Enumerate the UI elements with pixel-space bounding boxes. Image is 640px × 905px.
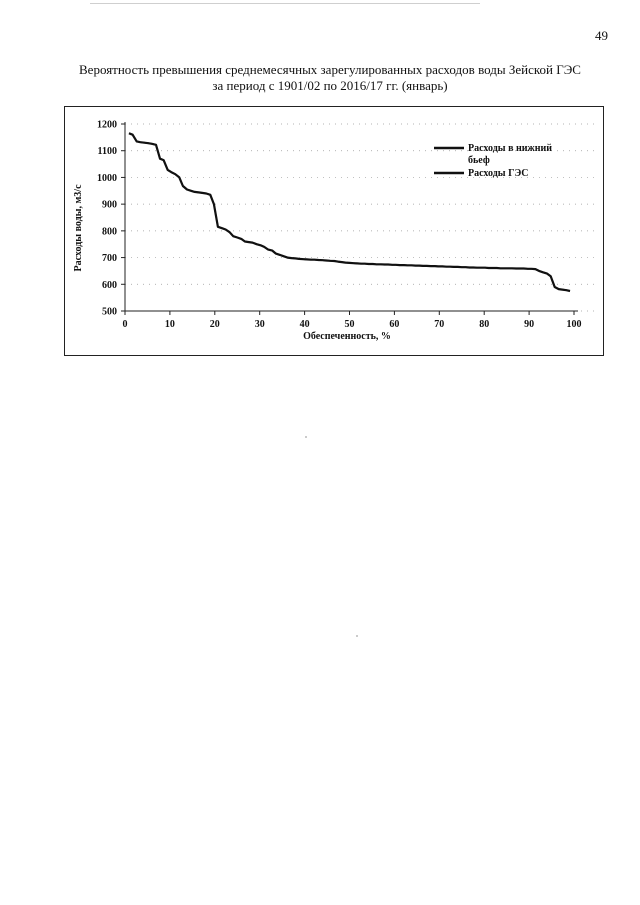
y-tick-label-500: 500 bbox=[102, 306, 117, 318]
series-lines bbox=[129, 133, 570, 291]
y-axis-label: Расходы воды, м3/с bbox=[73, 184, 84, 272]
chart-title-line-1: Вероятность превышения среднемесячных зарегулированных расходов воды Зейской ГЭС bbox=[79, 62, 581, 77]
chart-title bbox=[40, 62, 620, 94]
legend-label-ges: Расходы ГЭС bbox=[468, 168, 529, 179]
scan-edge-line bbox=[90, 3, 480, 4]
y-tick-label-1000: 1000 bbox=[97, 172, 117, 184]
x-tick-label-40: 40 bbox=[299, 319, 310, 330]
x-tick-label-30: 30 bbox=[254, 319, 265, 330]
y-tick-label-1100: 1100 bbox=[97, 146, 117, 158]
legend bbox=[434, 143, 552, 179]
y-tick-label-800: 800 bbox=[102, 226, 117, 238]
x-tick-label-20: 20 bbox=[209, 319, 220, 330]
scan-speck bbox=[356, 635, 358, 637]
x-tick-label-100: 100 bbox=[566, 319, 582, 330]
x-axis-label: Обеспеченность, % bbox=[303, 331, 391, 342]
x-tick-label-50: 50 bbox=[344, 319, 355, 330]
y-tick-label-1200: 1200 bbox=[97, 119, 117, 131]
series-line-nizhniy-bef bbox=[129, 133, 570, 291]
y-tick-label-600: 600 bbox=[102, 279, 117, 291]
y-tick-labels bbox=[97, 120, 125, 318]
x-tick-labels bbox=[123, 311, 582, 330]
x-tick-label-70: 70 bbox=[434, 319, 445, 330]
chart-plot bbox=[64, 106, 604, 356]
y-tick-label-900: 900 bbox=[102, 199, 117, 211]
legend-label-nizhniy-bef: Расходы в нижний бьеф bbox=[468, 143, 553, 166]
y-tick-label-700: 700 bbox=[102, 253, 117, 265]
x-tick-label-60: 60 bbox=[389, 319, 400, 330]
chart-title-line-2: за период с 1901/02 по 2016/17 гг. (январь) bbox=[212, 78, 448, 93]
x-tick-label-80: 80 bbox=[479, 319, 490, 330]
x-tick-label-90: 90 bbox=[524, 319, 535, 330]
x-tick-label-10: 10 bbox=[164, 319, 175, 330]
x-tick-label-0: 0 bbox=[122, 319, 128, 330]
page-number: 49 bbox=[595, 28, 608, 43]
scan-speck bbox=[305, 436, 307, 438]
